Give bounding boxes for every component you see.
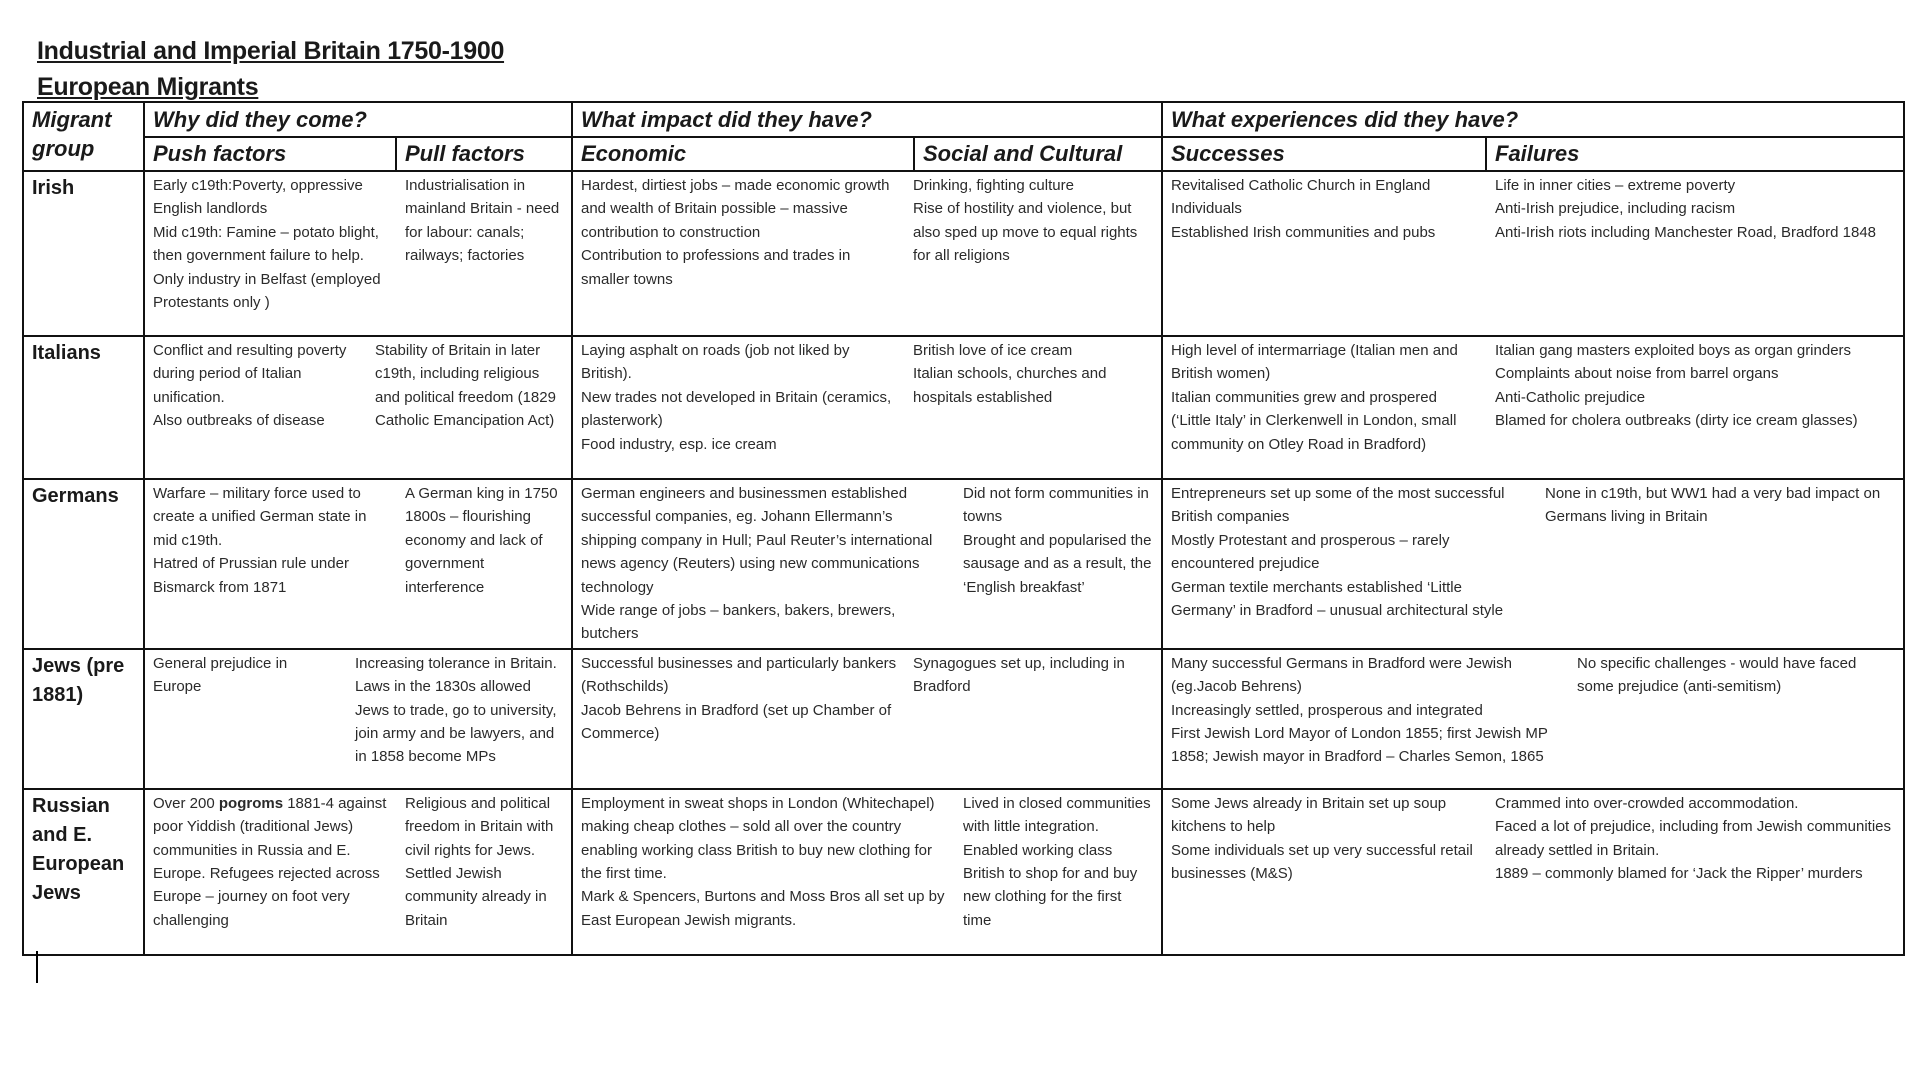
pull-factors [397,790,571,954]
header-push: Push factors [145,138,397,170]
text-line: Some Jews already in Britain set up soup kitchens to help [1171,794,1447,836]
text-line: Only industry in Belfast (employed Protestants only ) [153,270,381,312]
group-name: Irish [23,171,144,336]
text-line: Established Irish communities and pubs [1171,223,1436,241]
group-name: Russian and E. European Jews [23,789,144,955]
text-line: British love of ice cream [913,342,1073,359]
economic-impact [573,337,905,478]
text-line: German textile merchants established ‘Little Germany’ in Bradford – unusual architectural style [1171,578,1504,620]
why-cell [144,171,572,336]
text-line: Increasing tolerance in Britain. Laws in the 1830s allowed Jews to trade, go to university, join army and be lawyers, and in 1858 become MPs [355,654,557,766]
text-span: Over 200 [153,794,219,812]
text-line: Settled Jewish community already in Britain [405,865,547,929]
experiences-cell [1162,479,1904,649]
push-factors [145,650,347,788]
header-experiences: What experiences did they have? [1162,102,1904,137]
text-line: Food industry, esp. ice cream [581,435,777,453]
social-impact [955,790,1161,954]
impact-cell [572,789,1162,955]
text-line: Life in inner cities – extreme poverty [1495,177,1736,194]
text-line: Many successful Germans in Bradford were Jewish (eg.Jacob Behrens) [1171,654,1512,696]
text-line: Italian gang masters exploited boys as organ grinders [1495,342,1852,359]
text-line: Mark & Spencers, Burtons and Moss Bros all set up by East European Jewish migrants. [581,888,945,929]
impact-cell [572,649,1162,789]
experiences-cell [1162,649,1904,789]
header-row-sub [23,137,1904,171]
text-line: Complaints about noise from barrel organs [1495,365,1779,383]
text-line: Religious and political freedom in Britain with civil rights for Jews. [405,794,554,859]
header-social: Social and Cultural [923,141,1123,166]
social-impact [955,480,1161,648]
successes [1163,172,1487,335]
failures [1487,337,1903,478]
header-why: Why did they come? [144,102,572,137]
table-row [23,649,1904,789]
text-line: Contribution to professions and trades in smaller towns [581,247,851,288]
header-migrant-line1: Migrant [32,107,112,132]
header-failures: Failures [1495,141,1580,166]
text-line: Some individuals set up very successful retail businesses (M&S) [1171,841,1473,883]
text-line: Crammed into over-crowded accommodation. [1495,794,1799,812]
header-impact: What impact did they have? [572,102,1162,137]
text-line: Jacob Behrens in Bradford (set up Chamber of Commerce) [581,701,892,743]
group-name: Italians [23,336,144,479]
text-line: Employment in sweat shops in London (Whitechapel) making cheap clothes – sold all over the country enabling working class British to buy new clothing for the first time. [581,794,935,883]
migrants-table [22,101,1905,956]
why-cell [144,479,572,649]
text-line: Individuals [1171,200,1242,218]
text-line: Hatred of Prussian rule under Bismarck from 1871 [153,555,349,596]
text-line: A German king in 1750 [405,485,558,502]
text-line: Entrepreneurs set up some of the most successful British companies [1171,485,1505,526]
group-name: Germans [23,479,144,649]
failures [1487,172,1903,335]
text-line: Wide range of jobs – bankers, bakers, brewers, butchers [581,602,896,643]
text-line: Successful businesses and particularly bankers (Rothschilds) [581,654,897,696]
push-factors [145,790,397,954]
text-line: Early c19th:Poverty, oppressive English landlords [153,177,363,218]
text-line: Industrialisation in mainland Britain - need for labour: canals; railways; factories [405,177,560,265]
experiences-cell [1162,336,1904,479]
why-cell [144,336,572,479]
impact-cell [572,336,1162,479]
text-line: Stability of Britain in later c19th, including religious and political freedom (1829 Catholic Emancipation Act) [375,342,556,430]
text-line: Rise of hostility and violence, but also sped up move to equal rights for all religions [913,200,1138,265]
text-line: New trades not developed in Britain (ceramics, plasterwork) [581,388,892,430]
failures [1487,790,1903,954]
economic-impact [573,480,955,648]
successes [1163,480,1537,648]
pull-factors [367,337,571,478]
text-line: 1800s – flourishing economy and lack of government interference [405,508,543,596]
failures [1537,480,1903,648]
economic-impact [573,790,955,954]
text-line: Revitalised Catholic Church in England [1171,177,1431,194]
text-line: Also outbreaks of disease [153,412,325,430]
push-factors [145,480,397,648]
text-line: Anti-Irish riots including Manchester Road, Bradford 1848 [1495,223,1877,241]
text-line: Blamed for cholera outbreaks (dirty ice cream glasses) [1495,412,1858,430]
text-line: Mostly Protestant and prosperous – rarely encountered prejudice [1171,531,1450,573]
text-line: Italian communities grew and prospered (‘Little Italy’ in Clerkenwell in London, small community on Otley Road in Bradford) [1171,388,1457,453]
group-name: Jews (pre 1881) [23,649,144,789]
text-span: 1881-4 against poor Yiddish (traditional Jews) communities in Russia and E. Europe. Refugees rejected across Europe – journey on foot very challenging [153,794,387,929]
text-line: First Jewish Lord Mayor of London 1855; first Jewish MP 1858; Jewish mayor in Bradford – Charles Semon, 1865 [1171,725,1548,766]
successes [1163,337,1487,478]
table-row [23,336,1904,479]
impact-cell [572,479,1162,649]
why-cell [144,789,572,955]
text-line: Enabled working class British to shop for and buy new clothing for the first time [963,841,1138,929]
table-row [23,789,1904,955]
text-line: Did not form communities in towns [963,485,1149,526]
text-line: Brought and popularised the sausage and as a result, the ‘English breakfast’ [963,531,1152,596]
text-line: Warfare – military force used to create a unified German state in mid c19th. [153,485,367,549]
header-successes: Successes [1163,138,1487,170]
text-line: Conflict and resulting poverty during period of Italian unification. [153,342,347,406]
header-impact-sub [572,137,1162,171]
page-title: Industrial and Imperial Britain 1750-1900 [37,37,505,65]
successes [1163,650,1569,788]
header-row-top [23,102,1904,137]
text-line: General prejudice in Europe [153,654,288,696]
why-cell [144,649,572,789]
economic-impact [573,650,905,788]
pull-factors [347,650,571,788]
header-economic: Economic [573,138,915,170]
pull-factors [397,172,571,335]
text-line: High level of intermarriage (Italian men and British women) [1171,342,1458,383]
text-line: Increasingly settled, prosperous and integrated [1171,701,1483,719]
successes [1163,790,1487,954]
social-impact [905,337,1161,478]
header-migrant-line2: group [32,136,95,161]
text-line: Drinking, fighting culture [913,177,1074,194]
text-line: Hardest, dirtiest jobs – made economic growth and wealth of Britain possible – massive contribution to construction [581,177,890,241]
page-subtitle: European Migrants [37,73,259,101]
text-line: None in c19th, but WW1 had a very bad impact on Germans living in Britain [1545,485,1881,526]
text-line: Anti-Irish prejudice, including racism [1495,200,1736,218]
bold-term: pogroms [218,794,284,812]
economic-impact [573,172,905,335]
header-why-sub [144,137,572,171]
impact-cell [572,171,1162,336]
social-impact [905,172,1161,335]
social-impact [905,650,1161,788]
pull-factors [397,480,571,648]
experiences-cell [1162,171,1904,336]
header-migrant-group [23,102,144,171]
header-pull: Pull factors [405,141,525,166]
table-row [23,171,1904,336]
text-line: Laying asphalt on roads (job not liked by British). [581,342,850,383]
text-line: Faced a lot of prejudice, including from Jewish communities already settled in Britain. [1495,818,1892,859]
text-line: 1889 – commonly blamed for ‘Jack the Ripper’ murders [1495,865,1863,883]
text-line: Lived in closed communities with little integration. [963,794,1151,836]
failures [1569,650,1903,788]
text-line: Mid c19th: Famine – potato blight, then government failure to help. [153,223,379,265]
text-line: No specific challenges - would have faced some prejudice (anti-semitism) [1577,654,1857,696]
text-line: Italian schools, churches and hospitals established [913,365,1107,406]
text-cursor [36,951,38,983]
text-line: Synagogues set up, including in Bradford [913,654,1125,696]
document-heading [37,33,504,105]
text-line: Anti-Catholic prejudice [1495,388,1646,406]
table-row [23,479,1904,649]
header-experiences-sub [1162,137,1904,171]
text-line: German engineers and businessmen established successful companies, eg. Johann Ellermann’s shipping company in Hull; Paul Reuter’s international news agency (Reuters) using new communications technology [581,485,933,596]
experiences-cell [1162,789,1904,955]
push-factors [145,337,367,478]
push-factors [145,172,397,335]
